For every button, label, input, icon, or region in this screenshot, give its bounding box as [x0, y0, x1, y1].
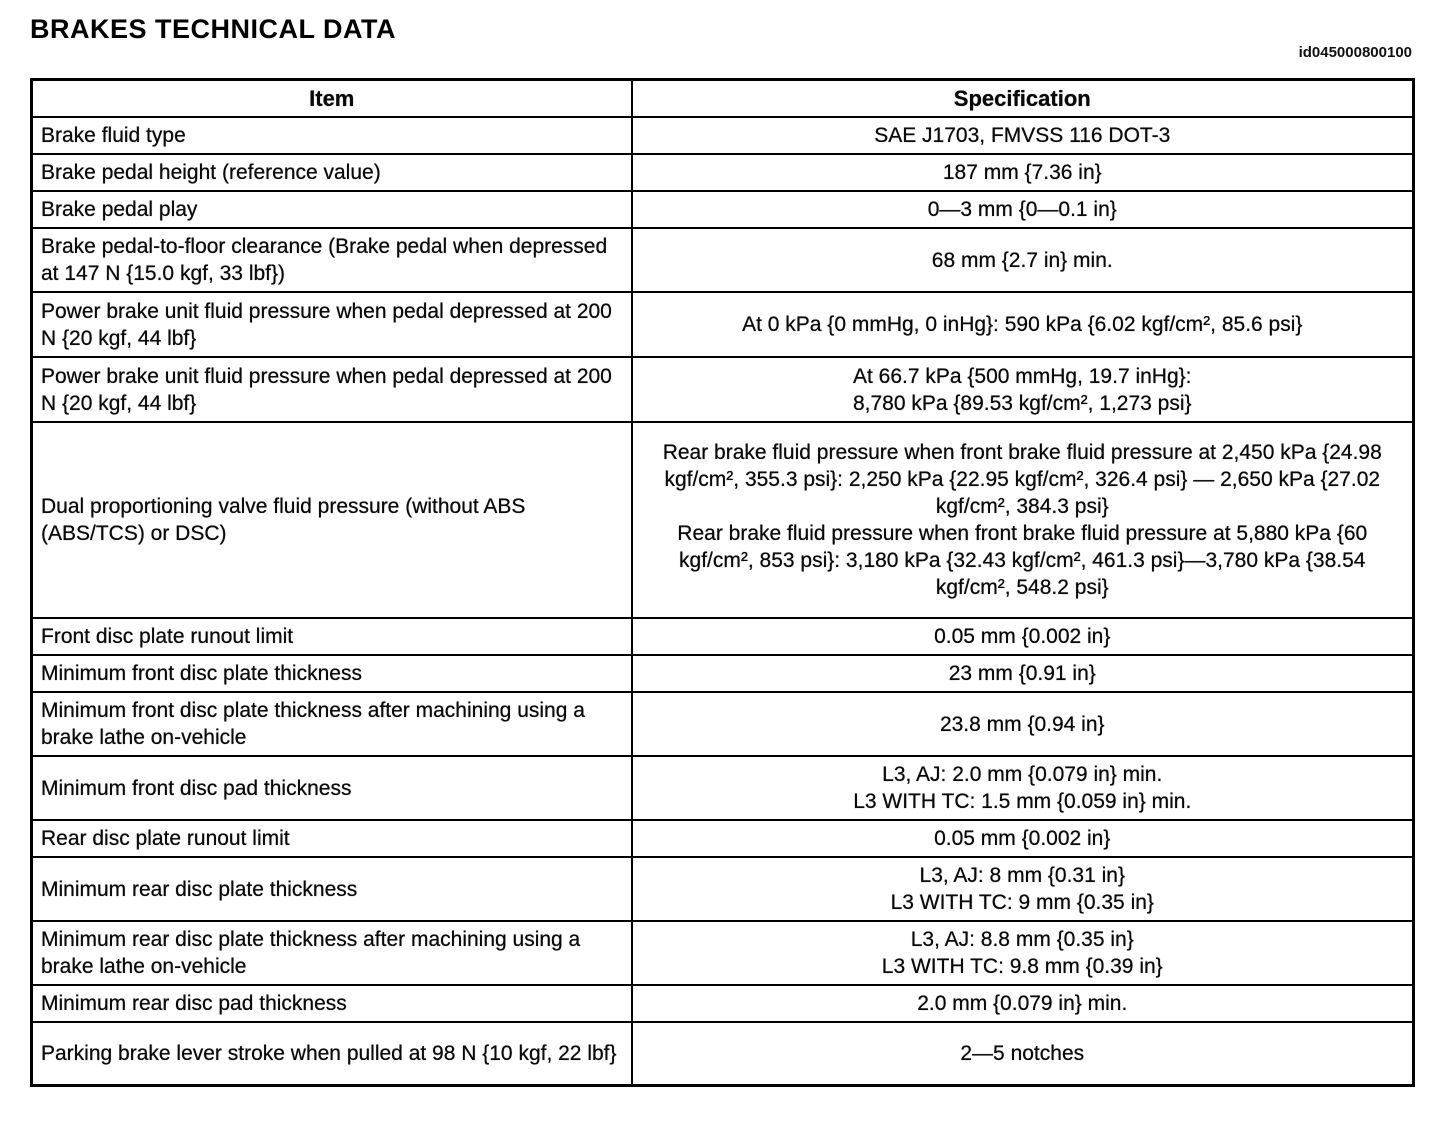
item-cell: Brake pedal-to-floor clearance (Brake pedal when depressed at 147 N {15.0 kgf, 33 lbf})	[32, 228, 632, 292]
spec-line: 0—3 mm {0—0.1 in}	[927, 198, 1117, 221]
spec-line: L3 WITH TC: 9.8 mm {0.39 in}	[881, 955, 1163, 978]
table-row	[32, 655, 1414, 692]
spec-line: L3, AJ: 8.8 mm {0.35 in}	[910, 928, 1134, 951]
spec-cell	[632, 1022, 1414, 1085]
item-cell: Minimum rear disc plate thickness	[32, 857, 632, 921]
table-row	[32, 857, 1414, 921]
table-row	[32, 191, 1414, 228]
spec-cell	[632, 692, 1414, 756]
spec-line: 23 mm {0.91 in}	[948, 662, 1096, 685]
spec-line: L3 WITH TC: 1.5 mm {0.059 in} min.	[853, 790, 1192, 813]
header-specification: Specification	[632, 80, 1414, 118]
table-row	[32, 292, 1414, 357]
spec-cell	[632, 655, 1414, 692]
page-title: BRAKES TECHNICAL DATA	[30, 14, 396, 44]
spec-line: 8,780 kPa {89.53 kgf/cm², 1,273 psi}	[852, 391, 1192, 415]
item-cell: Brake fluid type	[32, 117, 632, 154]
table-row	[32, 985, 1414, 1022]
spec-cell	[632, 357, 1414, 422]
spec-line: 187 mm {7.36 in}	[942, 161, 1102, 184]
item-cell: Brake pedal height (reference value)	[32, 154, 632, 191]
spec-line: L3 WITH TC: 9 mm {0.35 in}	[890, 891, 1154, 914]
table-row	[32, 820, 1414, 857]
table-header-row	[32, 80, 1414, 118]
spec-cell	[632, 921, 1414, 985]
spec-line: At 0 kPa {0 mmHg, 0 inHg}: 590 kPa {6.02 kgf/cm², 85.6 psi}	[742, 313, 1303, 336]
table-row	[32, 154, 1414, 191]
spec-line: L3, AJ: 8 mm {0.31 in}	[919, 864, 1125, 887]
spec-cell	[632, 756, 1414, 820]
item-cell: Power brake unit fluid pressure when pedal depressed at 200 N {20 kgf, 44 lbf}	[32, 357, 632, 422]
table-row	[32, 921, 1414, 985]
item-cell: Parking brake lever stroke when pulled at 98 N {10 kgf, 22 lbf}	[32, 1022, 632, 1085]
spec-line: SAE J1703, FMVSS 116 DOT-3	[874, 124, 1171, 147]
item-cell: Power brake unit fluid pressure when pedal depressed at 200 N {20 kgf, 44 lbf}	[32, 292, 632, 357]
spec-cell	[632, 618, 1414, 655]
spec-cell	[632, 228, 1414, 292]
table-row	[32, 422, 1414, 618]
table-row	[32, 228, 1414, 292]
table-row	[32, 117, 1414, 154]
header-item: Item	[32, 80, 632, 118]
spec-line: Rear brake fluid pressure when front brake fluid pressure at 2,450 kPa {24.98 kgf/cm², 355.3 psi}: 2,250 kPa {22.95 kgf/cm², 326.4 psi} — 2,650 kPa {27.02 kgf/cm², 384.3 psi}	[662, 441, 1382, 518]
spec-cell	[632, 292, 1414, 357]
table-row	[32, 692, 1414, 756]
spec-line: 2—5 notches	[960, 1041, 1085, 1065]
spec-line: 0.05 mm {0.002 in}	[934, 827, 1111, 850]
table-row	[32, 756, 1414, 820]
spec-cell	[632, 191, 1414, 228]
brakes-spec-table	[30, 78, 1415, 1087]
item-cell: Front disc plate runout limit	[32, 618, 632, 655]
item-cell: Minimum front disc plate thickness after machining using a brake lathe on-vehicle	[32, 692, 632, 756]
spec-cell	[632, 985, 1414, 1022]
item-cell: Dual proportioning valve fluid pressure (without ABS (ABS/TCS) or DSC)	[32, 422, 632, 618]
spec-cell	[632, 820, 1414, 857]
spec-cell	[632, 154, 1414, 191]
spec-line: 23.8 mm {0.94 in}	[939, 712, 1105, 736]
spec-line: Rear brake fluid pressure when front brake fluid pressure at 5,880 kPa {60 kgf/cm², 853 psi}: 3,180 kPa {32.43 kgf/cm², 461.3 psi}—3,780 kPa {38.54 kgf/cm², 548.2 psi}	[677, 522, 1368, 599]
spec-cell	[632, 422, 1414, 618]
table-row	[32, 1022, 1414, 1085]
table-row	[32, 357, 1414, 422]
item-cell: Minimum rear disc pad thickness	[32, 985, 632, 1022]
table-row	[32, 618, 1414, 655]
spec-line: 2.0 mm {0.079 in} min.	[917, 992, 1128, 1015]
spec-line: 68 mm {2.7 in} min.	[931, 248, 1113, 272]
spec-line: At 66.7 kPa {500 mmHg, 19.7 inHg}:	[852, 364, 1192, 388]
item-cell: Minimum front disc plate thickness	[32, 655, 632, 692]
item-cell: Minimum front disc pad thickness	[32, 756, 632, 820]
item-cell: Brake pedal play	[32, 191, 632, 228]
spec-cell	[632, 857, 1414, 921]
item-cell: Minimum rear disc plate thickness after machining using a brake lathe on-vehicle	[32, 921, 632, 985]
spec-line: 0.05 mm {0.002 in}	[934, 625, 1111, 648]
doc-id: id045000800100	[1298, 44, 1412, 61]
spec-line: L3, AJ: 2.0 mm {0.079 in} min.	[882, 763, 1163, 786]
spec-cell	[632, 117, 1414, 154]
item-cell: Rear disc plate runout limit	[32, 820, 632, 857]
